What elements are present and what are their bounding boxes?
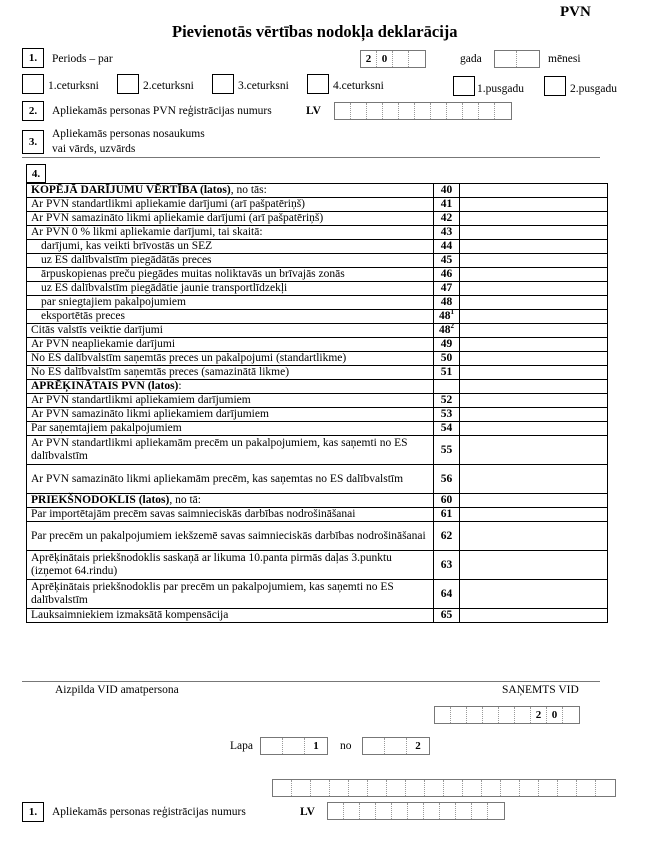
- name-label-line-1: Apliekamās personas nosaukums: [52, 128, 205, 140]
- row-description: Ar PVN samazināto likmi apliekamiem darījumiem: [27, 408, 434, 422]
- month-input[interactable]: [494, 50, 540, 68]
- section-1-number: 1.: [22, 48, 44, 68]
- row-value-input[interactable]: [460, 184, 608, 198]
- section-4-number: 4.: [26, 164, 46, 183]
- row-code: 49: [434, 338, 460, 352]
- table-row: [27, 184, 608, 198]
- row-value-input[interactable]: [460, 408, 608, 422]
- row-value-input: [460, 380, 608, 394]
- row-code: 52: [434, 394, 460, 408]
- vid-code-input[interactable]: [272, 779, 616, 797]
- row-value-input[interactable]: [460, 268, 608, 282]
- row-code: 44: [434, 240, 460, 254]
- half-year-1-checkbox[interactable]: [453, 76, 475, 96]
- table-row: [27, 296, 608, 310]
- row-description: Ar PVN 0 % likmi apliekamie darījumi, tai skaitā:: [27, 226, 434, 240]
- table-row: [27, 380, 608, 394]
- row-description: Ar PVN standartlikmi apliekamiem darījumiem: [27, 394, 434, 408]
- row-code: 63: [434, 551, 460, 580]
- section-3-number: 3.: [22, 130, 44, 154]
- section-2-number: 2.: [22, 101, 44, 121]
- row-description: Par precēm un pakalpojumiem iekšzemē savas saimnieciskās darbības nodrošināšanai: [27, 522, 434, 551]
- row-description: eksportētās preces: [27, 310, 434, 324]
- row-code: 41: [434, 198, 460, 212]
- row-code: $48^1$: [434, 310, 460, 324]
- row-value-input[interactable]: [460, 394, 608, 408]
- row-value-input[interactable]: [460, 212, 608, 226]
- received-date-input[interactable]: 2 0: [434, 706, 580, 724]
- half-year-2-checkbox[interactable]: [544, 76, 566, 96]
- table-row: [27, 282, 608, 296]
- table-row: [27, 268, 608, 282]
- row-value-input[interactable]: [460, 508, 608, 522]
- row-code: 54: [434, 422, 460, 436]
- row-code: 65: [434, 609, 460, 623]
- row-code: $48^2$: [434, 324, 460, 338]
- period-label: Periods – par: [52, 53, 113, 65]
- quarter-3-checkbox[interactable]: [212, 74, 234, 94]
- footer-registration-label: Apliekamās personas reģistrācijas numurs: [52, 806, 246, 818]
- page-label: Lapa: [230, 740, 253, 752]
- registration-prefix: LV: [306, 105, 321, 117]
- table-row: [27, 580, 608, 609]
- table-row: [27, 324, 608, 338]
- row-code: 61: [434, 508, 460, 522]
- row-value-input[interactable]: [460, 240, 608, 254]
- row-description: par sniegtajiem pakalpojumiem: [27, 296, 434, 310]
- row-value-input[interactable]: [460, 366, 608, 380]
- form-code: PVN: [560, 4, 591, 20]
- row-description: Par importētajām precēm savas saimnieciskās darbības nodrošināšanai: [27, 508, 434, 522]
- table-row: [27, 240, 608, 254]
- row-description: Aprēķinātais priekšnodoklis saskaņā ar likuma 10.panta pirmās daļas 3.punktu (izņemot 64.rindu): [27, 551, 434, 580]
- quarter-3-label: 3.ceturksni: [238, 80, 289, 92]
- quarter-1-label: 1.ceturksni: [48, 80, 99, 92]
- row-code: 50: [434, 352, 460, 366]
- row-code: 40: [434, 184, 460, 198]
- vid-filled-by-label: Aizpilda VID amatpersona: [55, 684, 179, 696]
- quarter-2-label: 2.ceturksni: [143, 80, 194, 92]
- row-code: 47: [434, 282, 460, 296]
- row-value-input[interactable]: [460, 609, 608, 623]
- row-description: Aprēķinātais priekšnodoklis par precēm un pakalpojumiem, kas saņemti no ES dalībvalstīm: [27, 580, 434, 609]
- table-row: [27, 338, 608, 352]
- name-label-line-2: vai vārds, uzvārds: [52, 143, 136, 155]
- table-row: [27, 254, 608, 268]
- table-row: [27, 422, 608, 436]
- row-value-input[interactable]: [460, 436, 608, 465]
- footer-registration-number-input[interactable]: [327, 802, 505, 820]
- quarter-2-checkbox[interactable]: [117, 74, 139, 94]
- row-description: KOPĒJĀ DARĪJUMU VĒRTĪBA (latos), no tās:: [27, 184, 434, 198]
- row-code: 43: [434, 226, 460, 240]
- registration-label: Apliekamās personas PVN reģistrācijas numurs: [52, 105, 272, 117]
- half-year-1-label: 1.pusgadu: [477, 83, 524, 95]
- year-digit[interactable]: [409, 51, 425, 67]
- table-row: [27, 508, 608, 522]
- row-value-input[interactable]: [460, 296, 608, 310]
- row-value-input[interactable]: [460, 580, 608, 609]
- footer-registration-prefix: LV: [300, 806, 315, 818]
- row-code: 45: [434, 254, 460, 268]
- table-row: [27, 310, 608, 324]
- month-digit[interactable]: [495, 51, 517, 67]
- table-row: [27, 394, 608, 408]
- footer-section-1-number: 1.: [22, 802, 44, 822]
- row-description: Ar PVN standartlikmi apliekamie darījumi (arī pašpatēriņš): [27, 198, 434, 212]
- row-description: Ar PVN samazināto likmi apliekamām precēm, kas saņemtas no ES dalībvalstīm: [27, 465, 434, 494]
- table-row: [27, 436, 608, 465]
- row-code: 53: [434, 408, 460, 422]
- row-code: 56: [434, 465, 460, 494]
- row-code: 64: [434, 580, 460, 609]
- table-row: [27, 352, 608, 366]
- row-description: Ar PVN samazināto likmi apliekamie darījumi (arī pašpatēriņš): [27, 212, 434, 226]
- table-row: [27, 551, 608, 580]
- row-value-input[interactable]: [460, 352, 608, 366]
- row-code: 62: [434, 522, 460, 551]
- row-description: Ar PVN standartlikmi apliekamām precēm un pakalpojumiem, kas saņemti no ES dalībvalstīm: [27, 436, 434, 465]
- row-value-input[interactable]: [460, 494, 608, 508]
- row-description: No ES dalībvalstīm saņemtās preces un pakalpojumi (standartlikme): [27, 352, 434, 366]
- row-value-input[interactable]: [460, 310, 608, 324]
- page-title: Pievienotās vērtības nodokļa deklarācija: [172, 22, 458, 41]
- row-description: Lauksaimniekiem izmaksātā kompensācija: [27, 609, 434, 623]
- row-value-input[interactable]: [460, 254, 608, 268]
- page-total-input[interactable]: 2: [362, 737, 430, 755]
- row-code: 42: [434, 212, 460, 226]
- row-code: 48: [434, 296, 460, 310]
- vid-divider: [22, 681, 600, 682]
- row-value-input[interactable]: [460, 338, 608, 352]
- row-code: [434, 380, 460, 394]
- table-row: [27, 226, 608, 240]
- row-description: uz ES dalībvalstīm piegādātie jaunie transportlīdzekļi: [27, 282, 434, 296]
- row-code: 60: [434, 494, 460, 508]
- year-label: gada: [460, 53, 482, 65]
- month-label: mēnesi: [548, 53, 581, 65]
- row-value-input[interactable]: [460, 522, 608, 551]
- row-value-input[interactable]: [460, 198, 608, 212]
- table-row: [27, 494, 608, 508]
- page-of-label: no: [340, 740, 352, 752]
- row-value-input[interactable]: [460, 551, 608, 580]
- row-description: Par saņemtajiem pakalpojumiem: [27, 422, 434, 436]
- row-description: darījumi, kas veikti brīvostās un SEZ: [27, 240, 434, 254]
- vid-received-label: SAŅEMTS VID: [502, 684, 579, 696]
- row-code: 55: [434, 436, 460, 465]
- year-input[interactable]: [360, 50, 426, 68]
- table-row: [27, 522, 608, 551]
- name-underline: [22, 157, 600, 158]
- year-digit[interactable]: 0: [377, 51, 393, 67]
- row-value-input[interactable]: [460, 324, 608, 338]
- half-year-2-label: 2.pusgadu: [570, 83, 617, 95]
- table-row: [27, 609, 608, 623]
- table-row: [27, 366, 608, 380]
- row-code: 51: [434, 366, 460, 380]
- table-row: [27, 198, 608, 212]
- row-description: Ar PVN neapliekamie darījumi: [27, 338, 434, 352]
- row-value-input[interactable]: [460, 282, 608, 296]
- row-value-input[interactable]: [460, 226, 608, 240]
- row-description: Citās valstīs veiktie darījumi: [27, 324, 434, 338]
- row-description: APRĒĶINĀTAIS PVN (latos):: [27, 380, 434, 394]
- page-current-input[interactable]: 1: [260, 737, 328, 755]
- month-digit[interactable]: [517, 51, 539, 67]
- registration-number-input[interactable]: [334, 102, 512, 120]
- row-description: ārpuskopienas preču piegādes muitas noliktavās un brīvajās zonās: [27, 268, 434, 282]
- table-row: [27, 465, 608, 494]
- row-code: 46: [434, 268, 460, 282]
- row-description: No ES dalībvalstīm saņemtās preces (samazinātā likme): [27, 366, 434, 380]
- row-value-input[interactable]: [460, 422, 608, 436]
- quarter-4-label: 4.ceturksni: [333, 80, 384, 92]
- year-digit[interactable]: [393, 51, 409, 67]
- table-row: [27, 408, 608, 422]
- year-digit[interactable]: 2: [361, 51, 377, 67]
- quarter-4-checkbox[interactable]: [307, 74, 329, 94]
- row-description: PRIEKŠNODOKLIS (latos), no tā:: [27, 494, 434, 508]
- row-description: uz ES dalībvalstīm piegādātās preces: [27, 254, 434, 268]
- declaration-table: [26, 183, 608, 623]
- quarter-1-checkbox[interactable]: [22, 74, 44, 94]
- row-value-input[interactable]: [460, 465, 608, 494]
- table-row: [27, 212, 608, 226]
